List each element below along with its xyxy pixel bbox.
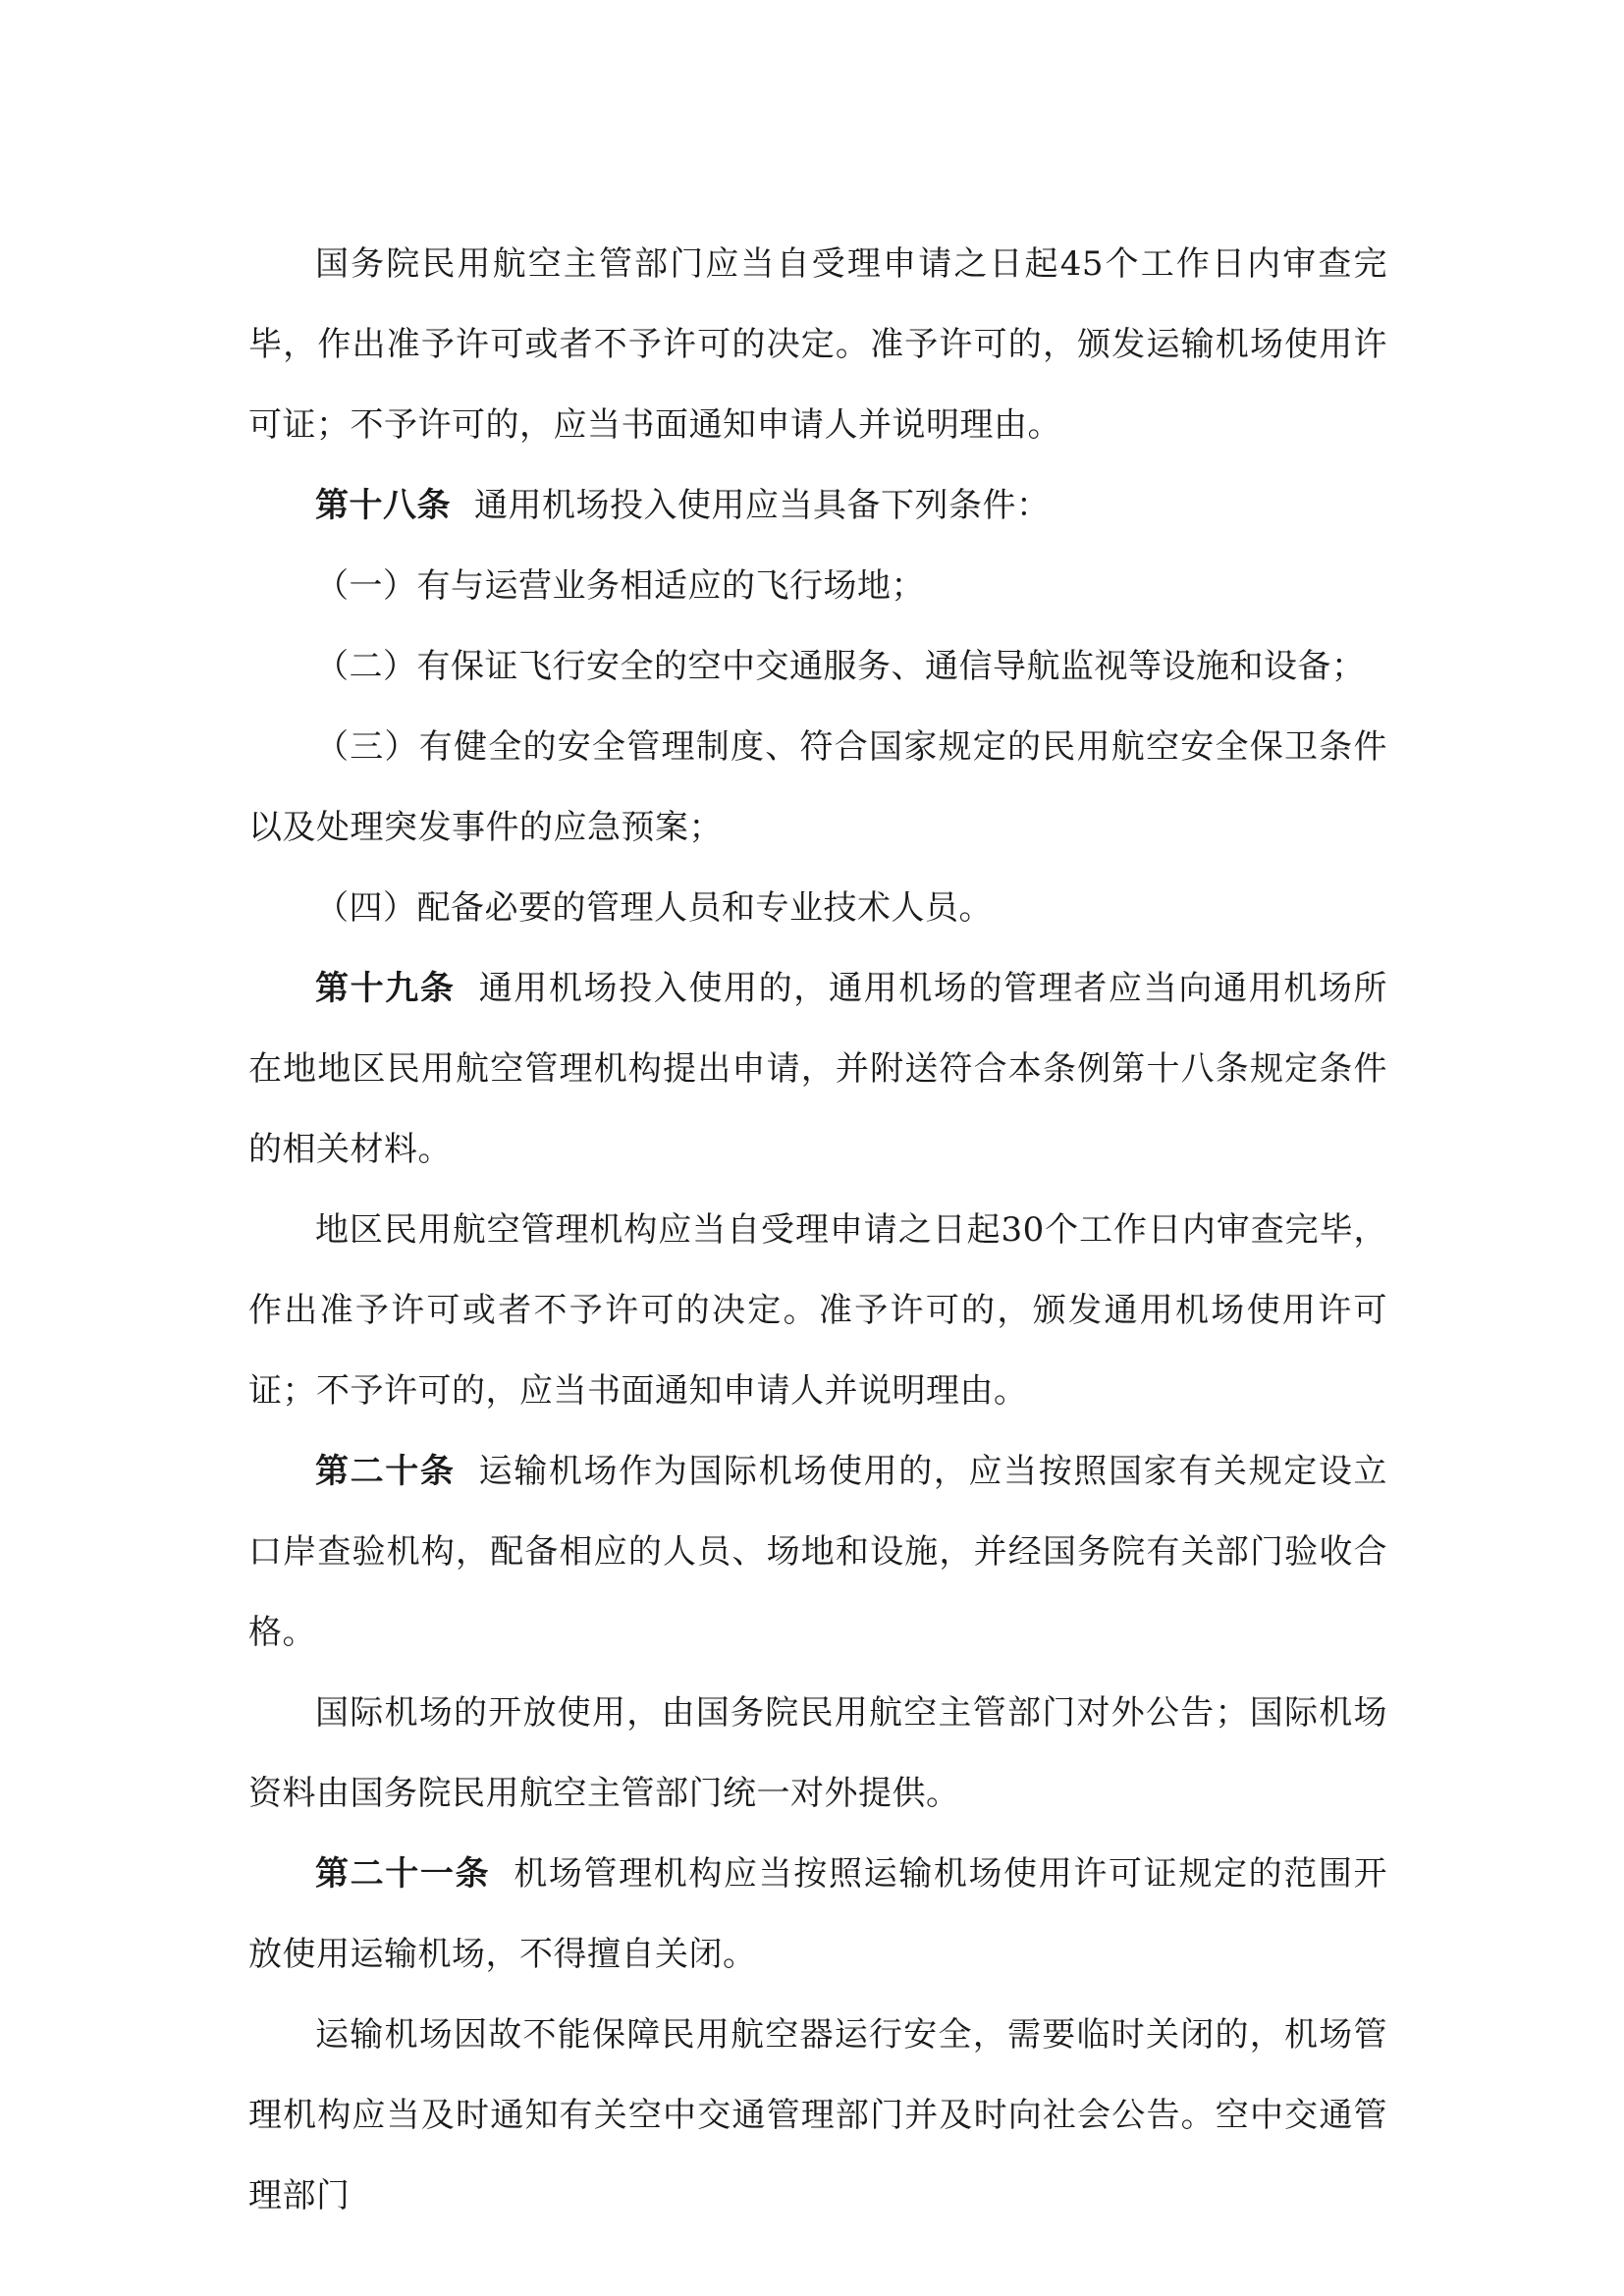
condition-item-1 xyxy=(248,546,1387,626)
paragraph-text: 国务院民用航空主管部门应当自受理申请之日起45个工作日内审查完毕，作出准予许可或者不予许可的决定。准予许可的，颁发运输机场使用许可证；不予许可的，应当书面通知申请人并说明理由。 xyxy=(248,244,1387,445)
article-heading: 第十八条 xyxy=(315,486,451,525)
paragraph-international-opening xyxy=(248,1673,1387,1834)
paragraph-text: （四）配备必要的管理人员和专业技术人员。 xyxy=(315,888,993,928)
paragraph-temporary-closure xyxy=(248,1995,1387,2236)
paragraph-approval-transport xyxy=(248,224,1387,465)
article-19 xyxy=(248,948,1387,1190)
article-18 xyxy=(248,465,1387,546)
article-heading: 第二十一条 xyxy=(315,1854,491,1894)
condition-item-3 xyxy=(248,707,1387,868)
paragraph-text: 国际机场的开放使用，由国务院民用航空主管部门对外公告；国际机场资料由国务院民用航空主管部门统一对外提供。 xyxy=(248,1693,1387,1813)
article-21 xyxy=(248,1834,1387,1995)
article-heading: 第十九条 xyxy=(315,969,456,1008)
article-20 xyxy=(248,1431,1387,1673)
paragraph-text: （一）有与运营业务相适应的飞行场地； xyxy=(315,566,925,606)
paragraph-text: 运输机场作为国际机场使用的，应当按照国家有关规定设立口岸查验机构，配备相应的人员、场地和设施，并经国务院有关部门验收合格。 xyxy=(248,1452,1388,1652)
condition-item-4 xyxy=(248,868,1387,948)
article-heading: 第二十条 xyxy=(315,1452,456,1491)
document-body xyxy=(248,224,1387,2236)
paragraph-text: 通用机场投入使用应当具备下列条件： xyxy=(474,486,1051,525)
condition-item-2 xyxy=(248,626,1387,707)
paragraph-text: （二）有保证飞行安全的空中交通服务、通信导航监视等设施和设备； xyxy=(315,647,1366,686)
paragraph-text: 地区民用航空管理机构应当自受理申请之日起30个工作日内审查完毕，作出准予许可或者不予许可的决定。准予许可的，颁发通用机场使用许可证；不予许可的，应当书面通知申请人并说明理由。 xyxy=(248,1210,1387,1411)
paragraph-text: （三）有健全的安全管理制度、符合国家规定的民用航空安全保卫条件以及处理突发事件的应急预案； xyxy=(248,727,1387,847)
paragraph-text: 通用机场投入使用的，通用机场的管理者应当向通用机场所在地地区民用航空管理机构提出申请，并附送符合本条例第十八条规定条件的相关材料。 xyxy=(248,969,1388,1169)
paragraph-text: 运输机场因故不能保障民用航空器运行安全，需要临时关闭的，机场管理机构应当及时通知有关空中交通管理部门并及时向社会公告。空中交通管理部门 xyxy=(248,2015,1387,2216)
paragraph-text: 机场管理机构应当按照运输机场使用许可证规定的范围开放使用运输机场，不得擅自关闭。 xyxy=(248,1854,1388,1974)
paragraph-approval-general xyxy=(248,1190,1387,1431)
